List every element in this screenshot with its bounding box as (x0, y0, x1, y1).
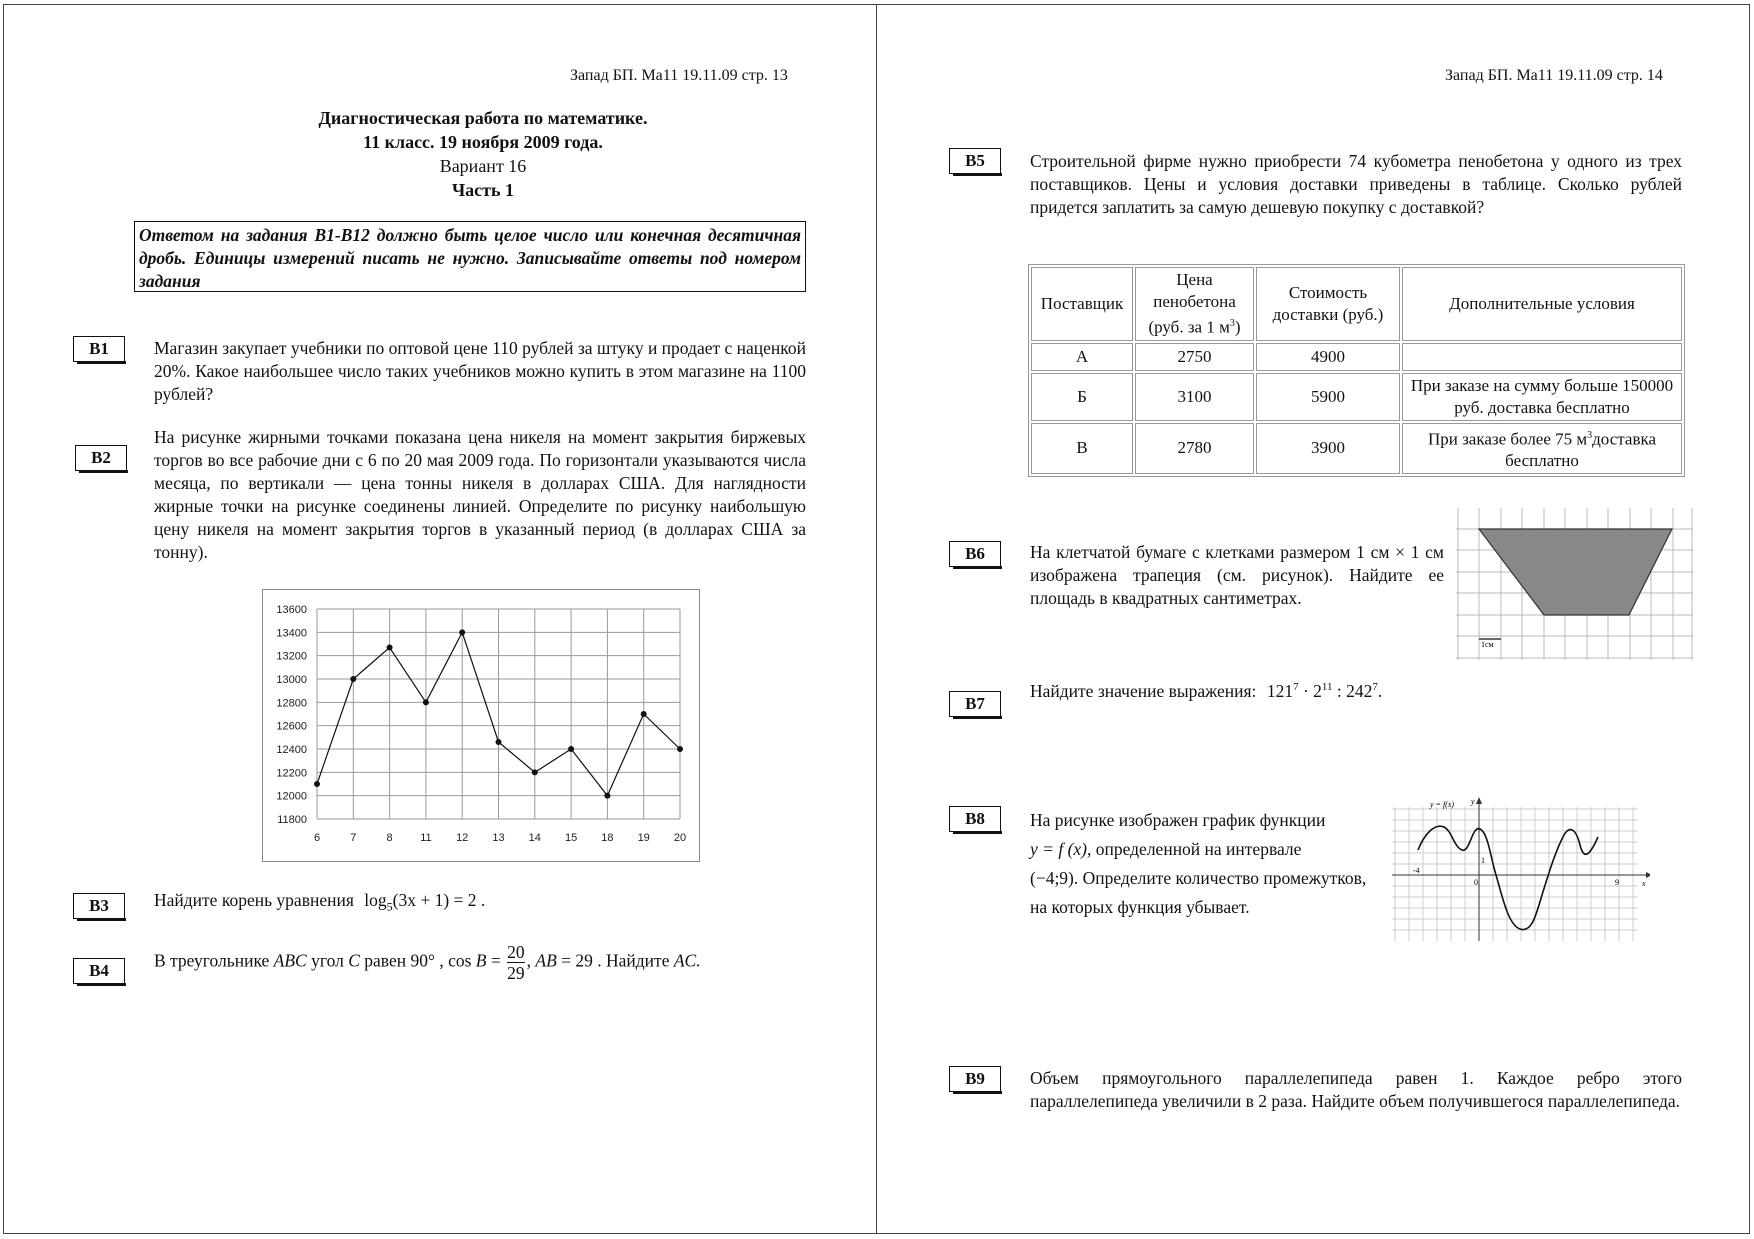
task-label-b6: B6 (949, 541, 1001, 567)
y-tick-label: 13000 (276, 674, 307, 686)
y-tick-label: 12200 (276, 767, 307, 780)
y-tick-label: 12400 (276, 744, 307, 756)
part-label: Часть 1 (451, 180, 515, 200)
row-b-supplier: Б (1031, 373, 1133, 421)
b7-colon: : (1336, 680, 1342, 701)
x-tick-label: 15 (564, 832, 578, 844)
x-tick-label: 18 (601, 832, 614, 844)
task-label-b2: B2 (75, 445, 127, 471)
task-label-b3: B3 (73, 893, 125, 919)
b7-exp1: 7 (1293, 681, 1299, 693)
header-price (1135, 267, 1254, 341)
graph-tick-0: 0 (1474, 878, 1478, 887)
b3-log-base: 5 (386, 899, 393, 914)
b3-equation (364, 890, 486, 914)
data-point (387, 645, 393, 651)
x-axis-arrow (1646, 872, 1650, 878)
data-point (532, 769, 538, 775)
row-b-price: 3100 (1135, 373, 1254, 421)
b4-ac: AC. (673, 950, 701, 971)
data-point (423, 699, 429, 705)
b7-base1: 121 (1266, 680, 1294, 701)
row-a-supplier: А (1031, 343, 1133, 371)
x-tick-label: 20 (673, 832, 687, 844)
task-b8-text (1030, 806, 1375, 922)
nickel-price-chart (262, 589, 700, 862)
header-supplier: Поставщик (1031, 267, 1133, 341)
b4-abc: ABC (273, 950, 307, 971)
b7-prompt: Найдите значение выражения: (1030, 680, 1257, 701)
table-row (1031, 423, 1682, 475)
graph-tick-neg4: -4 (1413, 866, 1420, 875)
x-tick-label: 19 (637, 832, 650, 844)
task-label-b8: B8 (949, 806, 1001, 832)
row-b-conditions: При заказе на сумму больше 150000 руб. доставка бесплатно (1402, 373, 1682, 421)
x-tick-label: 12 (456, 832, 469, 844)
b4-pre: В треугольнике (154, 950, 270, 971)
task-label-b7: B7 (949, 691, 1001, 717)
x-tick-label: 7 (350, 832, 357, 844)
b8-interval: (−4;9) (1030, 868, 1074, 888)
task-b3-text (154, 889, 806, 919)
b4-denominator: 29 (507, 963, 525, 983)
header-price-text: Цена пенобетона (руб. за 1 м (1148, 270, 1236, 337)
instructions-box: Ответом на задания В1-В12 должно быть целое число или конечная десятичная дробь. Единицы измерений писать не нужно. Записывайте ответы под номером задания (134, 221, 806, 292)
task-label-b4: B4 (73, 958, 125, 984)
scale-label: 1см (1481, 640, 1494, 649)
graph-tick-1: 1 (1481, 856, 1485, 865)
b4-equals-90: равен 90° , (364, 950, 444, 971)
data-point (604, 793, 610, 799)
table-header-row (1031, 267, 1682, 341)
header-price-sup: 3 (1229, 318, 1235, 329)
b8-line2: , определенной на интервале (1087, 839, 1302, 859)
row-a-conditions (1402, 343, 1682, 371)
graph-axis-y-label: y (1471, 797, 1475, 806)
row-a-price: 2750 (1135, 343, 1254, 371)
row-v-cond-sup: 3 (1587, 429, 1593, 441)
y-tick-label: 13400 (276, 627, 307, 640)
task-label-b5: B5 (949, 148, 1001, 174)
data-point (350, 676, 356, 682)
graph-axis-x-label: x (1642, 879, 1646, 888)
task-label-b1: B1 (73, 336, 125, 362)
b3-prompt: Найдите корень уравнения (154, 890, 354, 910)
header-delivery: Стоимость доставки (руб.) (1256, 267, 1400, 341)
x-tick-label: 6 (313, 832, 321, 844)
b3-log-arg: (3x + 1) = 2 . (392, 890, 486, 910)
data-point (496, 739, 502, 745)
b4-c: C (348, 950, 360, 971)
y-tick-label: 12800 (276, 697, 307, 710)
y-tick-label: 12600 (276, 720, 307, 733)
left-page-header: Запад БП. Ма11 19.11.09 стр. 13 (570, 67, 788, 84)
row-a-delivery: 4900 (1256, 343, 1400, 371)
b3-log: log (364, 890, 387, 910)
x-tick-label: 8 (386, 832, 393, 844)
b7-base2: 2 (1313, 680, 1322, 701)
row-v-cond-b: доставка бесплатно (1505, 429, 1657, 471)
b4-fraction (507, 942, 525, 983)
graph-grid (1392, 807, 1638, 941)
row-v-delivery: 3900 (1256, 423, 1400, 475)
title-line-1: Диагностическая работа по математике. (318, 108, 648, 128)
data-point (459, 629, 465, 635)
title-line-2: 11 класс. 19 ноября 2009 года. (363, 132, 603, 152)
document-title (133, 106, 833, 202)
b4-angle-word: угол (311, 950, 344, 971)
row-v-supplier: В (1031, 423, 1133, 475)
y-tick-label: 13200 (276, 650, 307, 663)
page-divider (876, 4, 877, 1234)
graph-tick-9: 9 (1615, 878, 1619, 887)
table-row (1031, 343, 1682, 371)
b4-eq: = (490, 950, 501, 971)
x-tick-label: 14 (528, 832, 541, 844)
b4-cos: cos (448, 950, 472, 971)
task-b7-text (1030, 676, 1670, 703)
table-row (1031, 373, 1682, 421)
y-axis-arrow (1476, 797, 1482, 804)
b8-line1: На рисунке изображен график функции (1030, 810, 1326, 830)
task-b1-text: Магазин закупает учебники по оптовой цене 110 рублей за штуку и продает с наценкой 20%. Какое наибольшее число таких учебников можно купить в этом магазине на 1100 рублей? (154, 338, 807, 404)
b4-ab: AB (535, 950, 557, 971)
x-tick-label: 11 (420, 832, 432, 844)
y-tick-label: 13600 (276, 604, 307, 616)
b7-dot: · (1302, 680, 1309, 701)
variant-label: Вариант 16 (439, 156, 527, 176)
row-v-cond-a: При заказе более 75 м (1427, 429, 1588, 449)
y-tick-label: 12000 (276, 790, 307, 803)
b4-b: B (475, 950, 487, 971)
b8-function: y = f (x) (1030, 839, 1087, 859)
data-point (677, 746, 683, 752)
header-conditions: Дополнительные условия (1402, 267, 1682, 341)
b7-end: . (1377, 680, 1383, 701)
b8-line3: . Определите количество промежутков, на которых функция убывает. (1030, 868, 1367, 917)
header-price-close: ) (1234, 317, 1241, 337)
function-graph (1392, 795, 1650, 941)
y-tick-label: 11800 (277, 814, 307, 826)
task-b6-text: На клетчатой бумаге с клетками размером 1 см × 1 см изображена трапеция (см. рисунок). Найдите ее площадь в квадратных сантиметрах. (1030, 542, 1444, 608)
b7-base3: 242 (1346, 680, 1373, 701)
b7-expression (1267, 681, 1382, 701)
graph-title: y = f(x) (1430, 800, 1455, 809)
task-b9-text: Объем прямоугольного параллелепипеда равен 1. Каждое ребро этого параллелепипеда увеличили в 2 раза. Найдите объем получившегося параллелепипеда. (1030, 1068, 1682, 1111)
trapezoid-figure (1456, 508, 1693, 660)
row-v-price: 2780 (1135, 423, 1254, 475)
task-b5-text: Строительной фирме нужно приобрести 74 кубометра пенобетона у одного из трех поставщиков. Цены и условия доставки приведены в таблице. Сколько рублей придется заплатить за самую дешевую покупку с доставкой? (1030, 151, 1682, 217)
b4-numerator: 20 (507, 942, 525, 962)
suppliers-table (1028, 264, 1685, 477)
b7-exp3: 7 (1372, 681, 1378, 693)
data-point (641, 711, 647, 717)
b7-exp2: 11 (1321, 681, 1333, 693)
b4-ab-value: = 29 . Найдите (561, 950, 670, 971)
right-page-header: Запад БП. Ма11 19.11.09 стр. 14 (1445, 67, 1663, 84)
x-tick-label: 13 (492, 832, 505, 844)
row-v-conditions (1402, 423, 1682, 475)
task-b4-text: В треугольнике ABC угол C равен 90° , cos B = $\frac{20}{29}$ , AB = 29 . Найдите AC. (154, 942, 701, 983)
data-point (314, 781, 320, 787)
task-b2-text: На рисунке жирными точками показана цена никеля на момент закрытия биржевых торгов во все рабочие дни с 6 по 20 мая 2009 года. По горизонтали указываются числа месяца, по вертикали — цена тонны никеля в долларах США. Для наглядности жирные точки на рисунке соединены линией. Определите по рисунку наибольшую цену никеля на момент закрытия торгов в указанный период (в долларах США за тонну). (154, 427, 806, 562)
task-label-b9: B9 (949, 1066, 1001, 1092)
row-b-delivery: 5900 (1256, 373, 1400, 421)
data-point (568, 746, 574, 752)
